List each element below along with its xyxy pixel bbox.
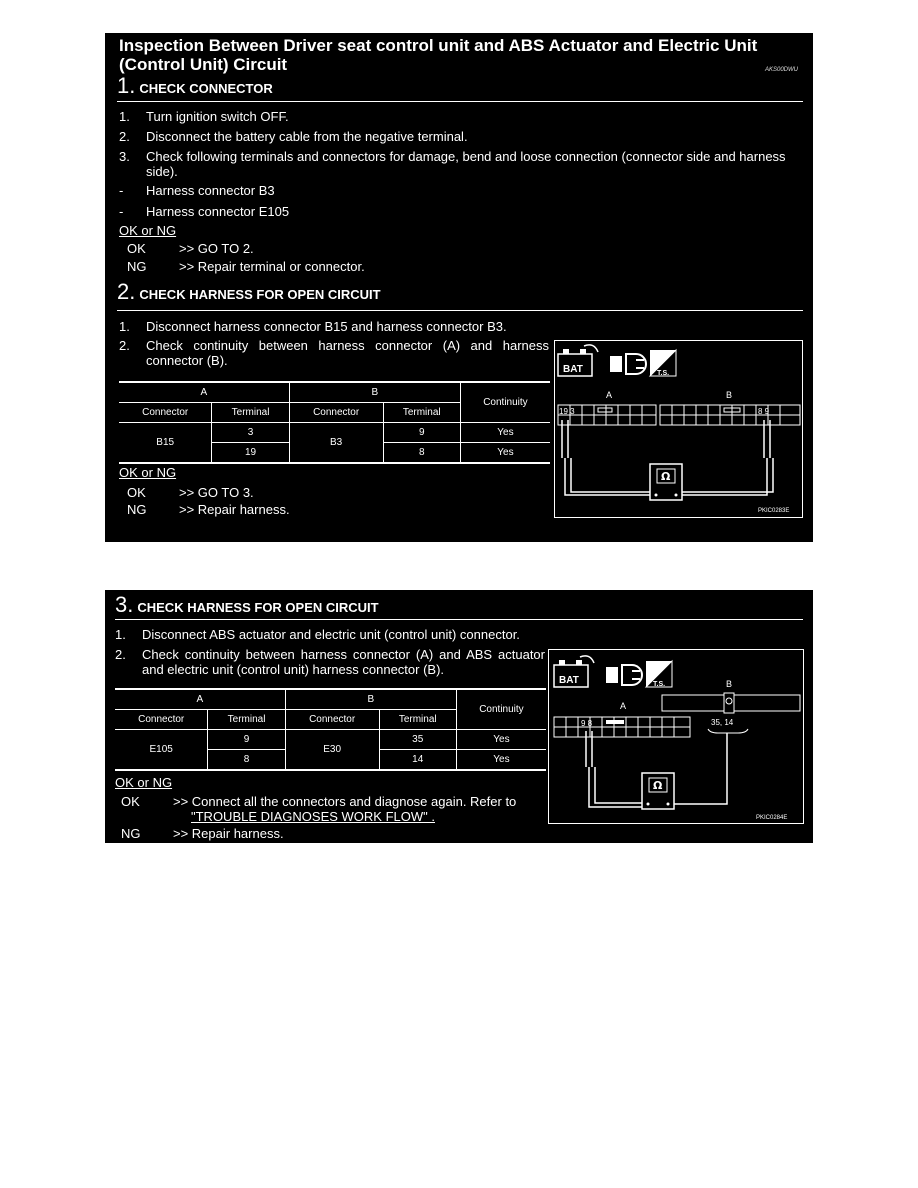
step-2-heading xyxy=(117,279,381,305)
result-ok xyxy=(127,485,254,500)
ok-or-ng-label: OK or NG xyxy=(119,223,177,238)
item-text: Disconnect harness connector B15 and harness connector B3. xyxy=(146,319,507,334)
header-terminal: Terminal xyxy=(208,710,285,730)
pins-b-label: 35, 14 xyxy=(711,718,734,727)
connector-a xyxy=(558,405,656,425)
item-number: 3. xyxy=(119,149,130,164)
header-continuity: Continuity xyxy=(460,382,550,423)
header-terminal: Terminal xyxy=(379,710,456,730)
result-ok xyxy=(121,794,516,809)
diagram-code: PKIC0284E xyxy=(756,815,788,821)
cell-terminal-b: 8 xyxy=(383,443,460,464)
connector-disconnect-icon xyxy=(606,665,642,685)
header-connector: Connector xyxy=(115,710,208,730)
diagram-code: PKIC0283E xyxy=(758,508,790,514)
cell-terminal-b: 9 xyxy=(383,423,460,443)
ts-label: T.S. xyxy=(657,370,670,377)
section-title: Inspection Between Driver seat control unit and ABS Actuator and Electric Unit (Control Unit) Circuit xyxy=(119,36,758,74)
list-item xyxy=(119,109,805,124)
ohmmeter-icon xyxy=(650,464,682,500)
list-item xyxy=(115,647,545,677)
result-key: NG xyxy=(127,259,147,274)
cell-connector-a: E105 xyxy=(115,730,208,771)
item-number: 1. xyxy=(119,109,130,124)
cell-terminal-a: 19 xyxy=(212,443,289,464)
list-item xyxy=(119,204,805,219)
result-key: OK xyxy=(127,485,146,500)
connector-b-label: B xyxy=(726,679,733,689)
header-terminal: Terminal xyxy=(212,403,289,423)
cell-continuity: Yes xyxy=(456,730,546,750)
wiring-diagram xyxy=(548,649,805,825)
connector-b-label: B xyxy=(726,390,733,400)
result-key: NG xyxy=(127,502,147,517)
reference-code: AKS00DWU xyxy=(765,67,799,73)
cell-terminal-a: 8 xyxy=(208,750,285,771)
section-panel-1 xyxy=(105,33,813,542)
pins-a-label: 9 8 xyxy=(581,719,593,728)
list-item xyxy=(119,183,805,198)
item-text: Harness connector B3 xyxy=(146,183,275,198)
item-number: 2. xyxy=(115,647,126,662)
result-ng xyxy=(127,259,365,274)
result-action: >> GO TO 2. xyxy=(179,241,254,256)
divider xyxy=(117,310,803,311)
item-text: Check following terminals and connectors for damage, bend and loose connection (connector side and harness side). xyxy=(146,149,786,179)
connector-a xyxy=(554,717,690,737)
result-action: >> GO TO 3. xyxy=(179,485,254,500)
list-item xyxy=(119,129,805,144)
item-text: Turn ignition switch OFF. xyxy=(146,109,289,124)
connector-a-label: A xyxy=(606,390,613,400)
result-key: OK xyxy=(121,794,140,809)
cell-continuity: Yes xyxy=(460,423,550,443)
result-action: >> Repair terminal or connector. xyxy=(179,259,365,274)
step-number: 1. xyxy=(117,73,136,98)
item-number: 2. xyxy=(119,129,130,144)
connector-b xyxy=(660,405,800,425)
step-title: CHECK HARNESS FOR OPEN CIRCUIT xyxy=(137,600,379,615)
result-ng xyxy=(121,826,284,841)
header-continuity: Continuity xyxy=(456,689,546,730)
item-text: Disconnect the battery cable from the negative terminal. xyxy=(146,129,468,144)
item-number: - xyxy=(119,204,124,219)
connector-a-label: A xyxy=(620,701,627,711)
item-number: 1. xyxy=(119,319,130,334)
continuity-table xyxy=(119,381,550,464)
battery-label: BAT xyxy=(563,364,583,375)
section-panel-2 xyxy=(105,590,813,843)
result-ng xyxy=(127,502,290,517)
list-item xyxy=(119,149,805,179)
list-item xyxy=(119,319,559,334)
cell-continuity: Yes xyxy=(460,443,550,464)
step-1-heading xyxy=(117,73,273,99)
workflow-link-text[interactable]: "TROUBLE DIAGNOSES WORK FLOW" . xyxy=(191,809,435,824)
step-title: CHECK HARNESS FOR OPEN CIRCUIT xyxy=(139,287,381,302)
cell-terminal-a: 3 xyxy=(212,423,289,443)
cell-terminal-b: 14 xyxy=(379,750,456,771)
result-ok xyxy=(127,241,254,256)
tester-icon xyxy=(646,661,672,688)
ohm-symbol: Ω xyxy=(661,470,671,483)
cell-connector-a: B15 xyxy=(119,423,212,464)
connector-disconnect-icon xyxy=(610,354,646,374)
battery-icon xyxy=(554,656,594,687)
result-action: >> Connect all the connectors and diagnose again. Refer to xyxy=(173,794,517,809)
result-action: >> Repair harness. xyxy=(173,826,284,841)
cell-terminal-a: 9 xyxy=(208,730,285,750)
list-item xyxy=(115,627,565,642)
ok-or-ng-label: OK or NG xyxy=(115,775,173,790)
item-text: Check continuity between harness connector (A) and ABS actuator and electric unit (control unit) harness connector (B). xyxy=(142,647,545,677)
battery-label: BAT xyxy=(559,675,579,686)
cell-terminal-b: 35 xyxy=(379,730,456,750)
result-key: OK xyxy=(127,241,146,256)
step-number: 3. xyxy=(115,592,134,617)
header-terminal: Terminal xyxy=(383,403,460,423)
tester-icon xyxy=(650,350,676,377)
header-connector: Connector xyxy=(285,710,379,730)
cell-connector-b: B3 xyxy=(289,423,383,464)
header-group-a: A xyxy=(115,689,285,710)
workflow-link[interactable] xyxy=(191,809,435,824)
item-number: - xyxy=(119,183,124,198)
cell-continuity: Yes xyxy=(456,750,546,771)
continuity-table xyxy=(115,688,546,771)
header-connector: Connector xyxy=(119,403,212,423)
pins-b-label: 8 9 xyxy=(758,407,770,416)
cell-connector-b: E30 xyxy=(285,730,379,771)
header-group-b: B xyxy=(289,382,460,403)
item-number: 2. xyxy=(119,338,130,353)
ok-or-ng-label: OK or NG xyxy=(119,465,177,480)
divider xyxy=(117,101,803,102)
item-text: Disconnect ABS actuator and electric unit (control unit) connector. xyxy=(142,627,520,642)
step-3-heading xyxy=(115,592,379,618)
divider xyxy=(115,619,803,620)
step-title: CHECK CONNECTOR xyxy=(139,81,273,96)
battery-icon xyxy=(558,345,598,376)
wiring-diagram xyxy=(554,340,804,519)
ts-label: T.S. xyxy=(653,681,666,688)
result-key: NG xyxy=(121,826,141,841)
ohmmeter-icon xyxy=(642,773,674,809)
step-number: 2. xyxy=(117,279,136,304)
result-action: >> Repair harness. xyxy=(179,502,290,517)
pins-a-label: 19 3 xyxy=(559,407,575,416)
header-group-a: A xyxy=(119,382,289,403)
header-connector: Connector xyxy=(289,403,383,423)
list-item xyxy=(119,338,549,368)
item-text: Check continuity between harness connector (A) and harness connector (B). xyxy=(146,338,549,368)
item-text: Harness connector E105 xyxy=(146,204,290,219)
item-number: 1. xyxy=(115,627,126,642)
header-group-b: B xyxy=(285,689,456,710)
ohm-symbol: Ω xyxy=(653,779,663,792)
